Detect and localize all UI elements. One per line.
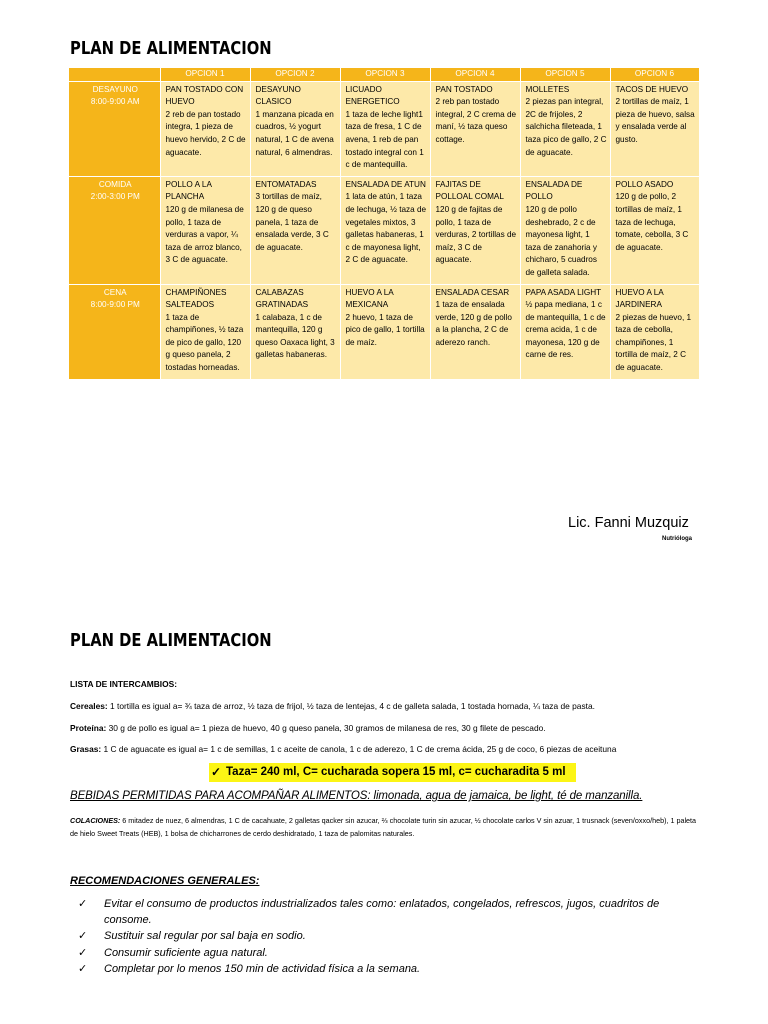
dish-ingredients: 120 g de fajitas de pollo, 1 taza de verduras, 2 tortillas de maíz, 3 C de aguacate. [435, 204, 517, 265]
recommendations-list [78, 896, 698, 977]
table-row [69, 81, 699, 176]
checkmark-icon: ✓ [78, 962, 88, 975]
exchange-cereales [70, 701, 595, 711]
meal-label-cell [69, 284, 160, 379]
dish-title: HUEVO A LA JARDINERA [615, 287, 664, 310]
meal-time: 8:00-9:00 PM [90, 300, 140, 310]
meal-time: 2:00-3:00 PM [90, 192, 140, 202]
exchange-label: Grasas: [70, 744, 102, 754]
measures-highlight [209, 763, 576, 782]
table-cell [430, 176, 520, 284]
table-cell [520, 81, 610, 176]
list-item [78, 928, 698, 944]
dish-ingredients: ½ papa mediana, 1 c de mantequilla, 1 c de crema acida, 1 c de mayonesa, 120 g de carne de res. [525, 300, 606, 360]
table-row [69, 176, 699, 284]
dish-ingredients: 120 g de pollo deshebrado, 2 c de mayonesa light, 1 taza de zanahoria y chicharo, 5 cuadros de galleta salada. [525, 204, 597, 277]
meal-label-cell [69, 176, 160, 284]
recommendation-text: Evitar el consumo de productos industrializados tales como: enlatados, congelados, refrescos, jugos, cuadritos de consome. [104, 898, 660, 927]
meal-name: CENA [103, 287, 127, 297]
dish-ingredients: 2 piezas de huevo, 1 taza de cebolla, champiñones, 1 tortilla de maíz, 2 C de aguacate. [615, 312, 692, 373]
column-header: OPCION 5 [520, 68, 610, 81]
dish-ingredients: 1 manzana picada en cuadros, ½ yogurt natural, 1 C de avena natural, 6 almendras. [255, 109, 334, 157]
dish-title: PAN TOSTADO CON HUEVO [165, 84, 244, 107]
measures-text: Taza= 240 ml, C= cucharada sopera 15 ml, c= cucharadita 5 ml [226, 766, 566, 778]
dish-ingredients: 120 g de pollo, 2 tortillas de maíz, 1 taza de lechuga, tomate, cebolla, 3 C de aguacate. [615, 192, 689, 252]
table-cell [340, 284, 430, 379]
list-item [78, 945, 698, 961]
table-header-row [69, 68, 699, 81]
dish-title: ENTOMATADAS [255, 179, 317, 189]
table-cell [250, 176, 340, 284]
allowed-drinks: BEBIDAS PERMITIDAS PARA ACOMPAÑAR ALIMENTOS: limonada, agua de jamaica, be light, té de manzanilla. [70, 790, 643, 802]
snacks-label: COLACIONES: [70, 816, 121, 825]
checkmark-icon: ✓ [78, 930, 88, 943]
table-cell [160, 176, 250, 284]
dish-title: ENSALADA DE ATUN [345, 179, 426, 189]
dish-ingredients: 2 reb pan tostado integral, 2 C crema de maní, ½ taza queso cottage. [435, 97, 517, 144]
dish-title: ENSALADA DE POLLO [525, 179, 583, 202]
table-cell [250, 81, 340, 176]
exchange-text: 1 C de aguacate es igual a= 1 c de semillas, 1 c aceite de canola, 1 c de aderezo, 1 C de crema ácida, 25 g de coco, 6 piezas de aceituna [101, 744, 617, 754]
meal-name: DESAYUNO [92, 84, 138, 94]
column-header: OPCION 2 [250, 68, 340, 81]
dish-title: LICUADO ENERGETICO [345, 84, 400, 107]
column-header: OPCION 1 [160, 68, 250, 81]
meal-name: COMIDA [98, 179, 132, 189]
recommendation-text: Sustituir sal regular por sal baja en sodio. [104, 930, 306, 943]
table-cell [520, 176, 610, 284]
table-cell [250, 284, 340, 379]
dish-title: HUEVO A LA MEXICANA [345, 287, 394, 310]
dish-ingredients: 1 calabaza, 1 c de mantequilla, 120 g queso Oaxaca light, 3 galletas habaneras. [255, 312, 335, 360]
table-row [69, 284, 699, 379]
dish-ingredients: 2 tortillas de maíz, 1 pieza de huevo, salsa y ensalada verde al gusto. [615, 97, 695, 144]
dish-ingredients: 120 g de milanesa de pollo, 1 taza de verduras a vapor, ¼ taza de arroz blanco, 3 C de aguacate. [165, 204, 244, 265]
page-title-2: PLAN DE ALIMENTACION [70, 630, 272, 651]
table-cell [340, 176, 430, 284]
checkmark-icon: ✓ [211, 765, 222, 779]
dish-title: POLLO A LA PLANCHA [165, 179, 212, 202]
recommendation-text: Consumir suficiente agua natural. [104, 946, 268, 959]
dish-title: CHAMPIÑONES SALTEADOS [165, 287, 227, 310]
dish-title: PAPA ASADA LIGHT [525, 287, 602, 297]
table-cell [610, 81, 699, 176]
exchange-text: 30 g de pollo es igual a= 1 pieza de huevo, 40 g queso panela, 30 gramos de milanesa de res, 30 g filete de pescado. [106, 723, 546, 733]
dish-ingredients: 2 reb de pan tostado integra, 1 pieza de huevo hervido, 2 C de aguacate. [165, 109, 246, 157]
exchange-text: 1 tortilla es igual a= ¾ taza de arroz, ½ taza de frijol, ½ taza de lentejas, 4 c de galleta salada, 1 tostada hornada, ¼ taza de pasta. [107, 701, 595, 711]
dish-ingredients: 3 tortillas de maíz, 120 g de queso panela, 1 taza de ensalada verde, 3 C de aguacate. [255, 192, 329, 252]
table-cell [430, 81, 520, 176]
dish-ingredients: 1 lata de atún, 1 taza de lechuga, ½ taza de vegetales mixtos, 3 galletas habaneras, 1 c de mayonesa light, 2 C de aguacate. [345, 192, 427, 265]
dish-title: FAJITAS DE POLLOAL COMAL [435, 179, 504, 202]
checkmark-icon: ✓ [78, 898, 88, 910]
dish-title: CALABAZAS GRATINADAS [255, 287, 309, 310]
dish-ingredients: 1 taza de ensalada verde, 120 g de pollo a la plancha, 2 C de aderezo ranch. [435, 300, 512, 347]
table-cell [610, 284, 699, 379]
dish-title: DESAYUNO CLASICO [255, 84, 301, 107]
exchange-proteina [70, 723, 546, 733]
table-cell [340, 81, 430, 176]
signature-name: Lic. Fanni Muzquiz [568, 515, 689, 531]
snacks-paragraph [70, 815, 700, 840]
exchange-label: Cereales: [70, 701, 108, 711]
dish-ingredients: 2 huevo, 1 taza de pico de gallo, 1 tortilla de maíz. [345, 312, 425, 347]
dish-title: ENSALADA CESAR [435, 287, 510, 297]
column-header: OPCION 4 [430, 68, 520, 81]
checkmark-icon: ✓ [78, 946, 88, 959]
list-item [78, 896, 698, 928]
dish-title: TACOS DE HUEVO [615, 84, 689, 94]
dish-title: POLLO ASADO [615, 179, 674, 189]
dish-ingredients: 1 taza de champiñones, ½ taza de pico de gallo, 120 g queso panela, 2 tostadas horneadas. [165, 312, 244, 373]
exchange-list-title: LISTA DE INTERCAMBIOS: [70, 679, 178, 689]
signature-role: Nutrióloga [662, 536, 692, 542]
dish-title: PAN TOSTADO [435, 84, 493, 94]
list-item [78, 961, 698, 977]
recommendation-text: Completar por lo menos 150 min de actividad física a la semana. [104, 962, 421, 975]
table-cell [610, 176, 699, 284]
meal-label-cell [69, 81, 160, 176]
header-corner [69, 68, 160, 81]
meal-time: 8:00-9:00 AM [90, 97, 140, 107]
table-cell [160, 81, 250, 176]
table-cell [160, 284, 250, 379]
exchange-grasas [70, 744, 616, 754]
table-cell [430, 284, 520, 379]
dish-title: MOLLETES [525, 84, 570, 94]
column-header: OPCION 6 [610, 68, 699, 81]
page-title: PLAN DE ALIMENTACION [70, 38, 272, 59]
dish-ingredients: 2 piezas pan integral, 2C de frijoles, 2 salchicha fileteada, 1 taza pico de gallo, 2 C de aguacate. [525, 97, 607, 157]
dish-ingredients: 1 taza de leche light1 taza de fresa, 1 C de avena, 1 reb de pan tostado integral con 1 c de mantequilla. [345, 109, 424, 170]
meal-plan-table [69, 68, 700, 379]
column-header: OPCION 3 [340, 68, 430, 81]
snacks-text: 6 mitadez de nuez, 6 almendras, 1 C de cacahuate, 2 galletas qacker sin azucar, ⅔ chocolate turin sin azucar, ½ chocolate carlos V sin azuar, 1 trusnack (seven/oxxo/heb), 1 paleta de hielo Sweet Treats (HEB), 1 bolsa de chicharrones de cerdo deshidratado, 1 taza de palomitas naturales. [70, 816, 697, 838]
recommendations-title: RECOMENDACIONES GENERALES: [70, 875, 260, 887]
exchange-label: Proteína: [70, 723, 107, 733]
table-cell [520, 284, 610, 379]
